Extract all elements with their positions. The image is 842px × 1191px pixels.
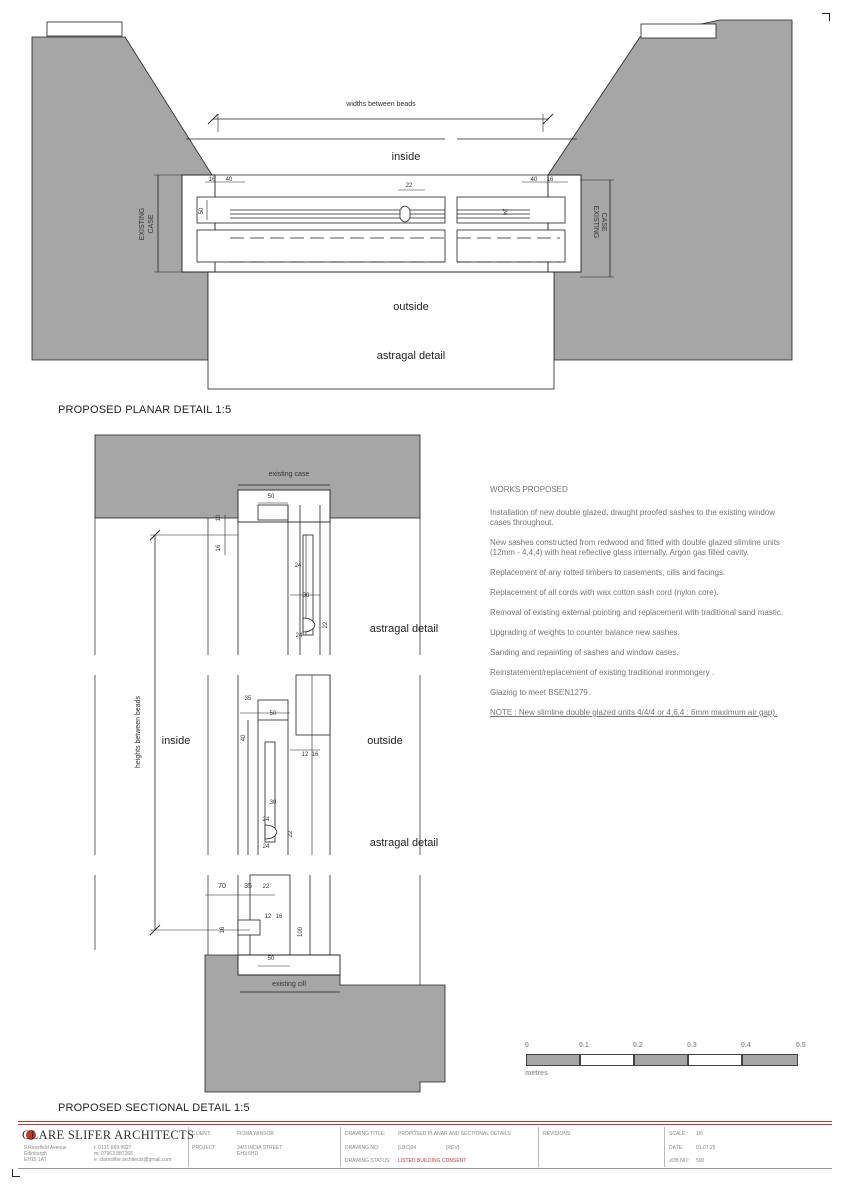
works-item: Replacement of any rotted timbers to casements, cills and facings.: [490, 568, 726, 577]
planar-dim-24: 24: [501, 208, 507, 216]
widths-between-beads-label: widths between beads: [346, 101, 416, 108]
scale-tick: 0.2: [633, 1042, 643, 1049]
works-item: Glazing to meet BSEN1279.: [490, 688, 591, 697]
drawing-title-value: PROPOSED PLANAR AND SECTIONAL DETAILS: [398, 1131, 511, 1137]
section-astragal-label-2: astragal detail: [369, 837, 439, 849]
existing-case-right-l1: EXISTING: [592, 205, 599, 239]
planar-detail-title: PROPOSED PLANAR DETAIL 1:5: [58, 404, 232, 416]
works-item: Removal of existing external pointing and replacement with traditional sand mastic.: [490, 608, 784, 617]
sectional-detail-drawing: [0, 430, 460, 1095]
address-line: EH15 1AT: [24, 1157, 47, 1163]
project-value-2: EH3 6HD: [237, 1151, 259, 1157]
planar-detail-drawing: [0, 0, 842, 400]
planar-dim-40-left: 40: [225, 177, 233, 183]
scale-value: 1/5: [696, 1131, 703, 1137]
sec-dim-35-a: 35: [244, 696, 252, 702]
section-outside-label: outside: [367, 735, 403, 747]
sec-dim-22-b: 22: [288, 830, 294, 838]
existing-case-left-l2: CASE: [148, 214, 155, 234]
sec-dim-24-c: 24: [262, 817, 270, 823]
sec-dim-22-c: 22: [262, 884, 270, 890]
planar-inside-label: inside: [391, 151, 421, 163]
client-value: FIONA WINSOR: [237, 1131, 274, 1137]
existing-cill-label: existing cill: [272, 981, 306, 988]
sec-dim-12: 12: [301, 752, 309, 758]
works-item: New sashes constructed from redwood and fitted with double glazed slimline units (12mm - 4,4,4) with heat reflective glass internally. Argon gas filled cavity.: [490, 538, 780, 557]
job-value: 500: [696, 1158, 705, 1164]
project-value-1: 34/3 INDIA STREET: [237, 1145, 283, 1151]
works-proposed: [490, 485, 790, 728]
firm-name: CLARE SLIFER ARCHITECTS: [22, 1128, 195, 1142]
works-item: Installation of new double glazed, draught proofed sashes to the existing window cases throughout.: [490, 508, 776, 527]
sectional-detail-title: PROPOSED SECTIONAL DETAIL 1:5: [58, 1102, 250, 1114]
existing-case-left-l1: EXISTING: [139, 207, 146, 241]
works-item: Reinstatement/replacement of existing traditional ironmongery .: [490, 668, 715, 677]
job-label: JOB NO:: [669, 1158, 690, 1164]
sec-dim-16-d: 16: [220, 926, 226, 934]
works-heading: WORKS PROPOSED: [490, 485, 568, 494]
sec-dim-16-b: 16: [311, 752, 319, 758]
sec-dim-12-b: 12: [264, 914, 272, 920]
sec-dim-50-bottom: 50: [267, 956, 275, 962]
planar-dim-16-right: 16: [546, 177, 554, 183]
planar-dim-16-left: 16: [208, 177, 216, 183]
works-note: NOTE : New slimline double glazed units 4/4/4 or 4,6,4 : 6mm maximum air gap).: [490, 708, 778, 717]
planar-dim-40-right: 40: [530, 177, 538, 183]
sec-dim-100: 100: [298, 926, 304, 938]
date-value: 01.07.25: [696, 1145, 716, 1151]
sec-dim-30-a: 30: [302, 593, 310, 599]
scale-label: SCALE:: [669, 1131, 687, 1137]
status-value: LISTED BUILDING CONSENT: [398, 1158, 467, 1164]
sec-dim-24-d: 24: [262, 844, 270, 850]
address-line: Edinburgh: [24, 1151, 47, 1157]
status-label: DRAWING STATUS:: [345, 1158, 391, 1164]
rev-value: [REV]-: [446, 1145, 461, 1151]
drawing-no-value: [LBC]04: [398, 1145, 417, 1151]
scale-tick: 0: [525, 1042, 529, 1049]
revisions-label: REVISIONS:: [543, 1131, 572, 1137]
sec-dim-40: 40: [241, 734, 247, 742]
contact-line: m: 07963 887266: [94, 1151, 133, 1157]
existing-case-label: existing case: [268, 471, 310, 478]
works-item: Replacement of all cords with wax cotton sash cord (nylon core).: [490, 588, 719, 597]
drawing-no-label: DRAWING NO:: [345, 1145, 380, 1151]
section-astragal-label-1: astragal detail: [369, 623, 439, 635]
planar-dim-50: 50: [199, 207, 205, 215]
existing-case-right-l2: CASE: [600, 212, 607, 232]
title-block-firm: [20, 1127, 195, 1167]
section-inside-label: inside: [161, 735, 191, 747]
sec-dim-50-top: 50: [267, 494, 275, 500]
right-wall: [548, 20, 792, 360]
works-item: Upgrading of weights to counter balance new sashes.: [490, 628, 680, 637]
planar-dim-22: 22: [405, 183, 413, 189]
works-item: Sanding and repainting of sashes and window cases.: [490, 648, 679, 657]
sec-dim-30-b: 30: [269, 800, 277, 806]
scale-bar: [522, 1040, 812, 1080]
drawing-title-label: DRAWING TITLE:: [345, 1131, 386, 1137]
project-label: PROJECT:: [192, 1145, 217, 1151]
sec-dim-22-a: 22: [323, 621, 329, 629]
address-line: 9 Rossfield Avenue: [24, 1145, 67, 1151]
scale-tick: 0.3: [687, 1042, 697, 1049]
planar-astragal-label: astragal detail: [376, 350, 446, 362]
scale-tick: 0.4: [741, 1042, 751, 1049]
scale-tick: 0.1: [579, 1042, 589, 1049]
sec-dim-70: 70: [218, 883, 226, 890]
sec-dim-24-a: 24: [294, 563, 302, 569]
heights-between-beads-label: heights between beads: [135, 696, 142, 768]
sec-dim-16: 16: [216, 544, 222, 552]
scale-unit: metres: [525, 1070, 548, 1077]
contact-line: t: 0131 669 9027: [94, 1145, 132, 1151]
date-label: DATE:: [669, 1145, 684, 1151]
client-label: CLIENT:: [192, 1131, 211, 1137]
sec-dim-24-b: 24: [295, 633, 303, 639]
sec-dim-35-b: 35: [244, 883, 252, 890]
contact-line: e: clareslifer.architects@gmail.com: [94, 1157, 172, 1163]
sec-dim-10: 10: [216, 514, 222, 522]
sec-dim-50-mid: 50: [269, 711, 277, 717]
planar-outside-label: outside: [393, 301, 429, 313]
sec-dim-16-c: 16: [275, 914, 283, 920]
scale-tick: 0.5: [796, 1042, 806, 1049]
